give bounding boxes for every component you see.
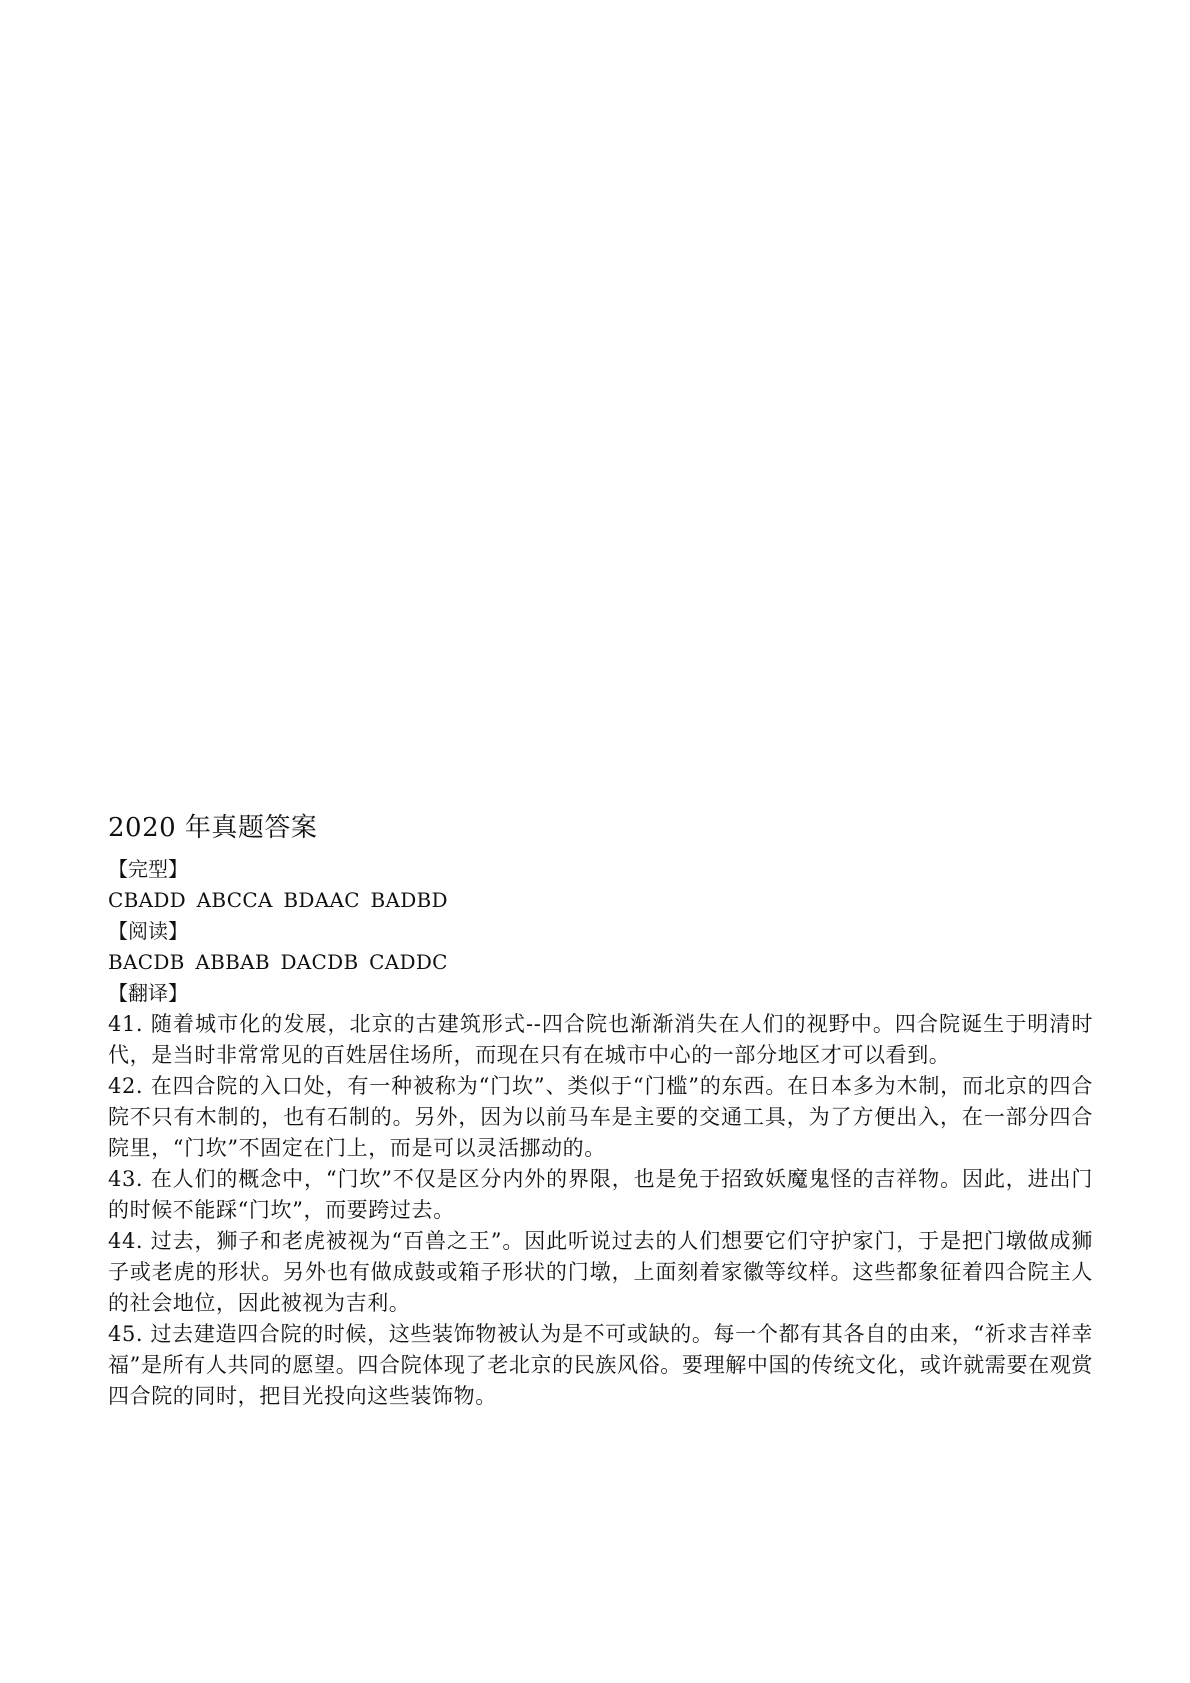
section-heading-reading: 【阅读】 [108, 919, 188, 943]
translation-45: 45. 过去建造四合院的时候，这些装饰物被认为是不可或缺的。每一个都有其各自的由来，“祈求吉祥幸福”是所有人共同的愿望。四合院体现了老北京的民族风俗。要理解中国的传统文化，或许就需要在观赏四合院的同时，把目光投向这些装饰物。 [108, 1322, 1093, 1408]
translation-44: 44. 过去，狮子和老虎被视为“百兽之王”。因此听说过去的人们想要它们守护家门，于是把门墩做成狮子或老虎的形状。另外也有做成鼓或箱子形状的门墩，上面刻着家徽等纹样。这些都象征着四合院主人的社会地位，因此被视为吉利。 [108, 1229, 1093, 1315]
answer-sheet [108, 808, 1093, 1412]
translation-43: 43. 在人们的概念中，“门坎”不仅是区分内外的界限，也是免于招致妖魔鬼怪的吉祥物。因此，进出门的时候不能踩“门坎”，而要跨过去。 [108, 1167, 1093, 1222]
translation-42: 42. 在四合院的入口处，有一种被称为“门坎”、类似于“门槛”的东西。在日本多为木制，而北京的四合院不只有木制的，也有石制的。另外，因为以前马车是主要的交通工具，为了方便出入，在一部分四合院里，“门坎”不固定在门上，而是可以灵活挪动的。 [108, 1074, 1093, 1160]
cloze-answers: CBADD ABCCA BDAAC BADBD [108, 888, 448, 912]
page-title: 2020 年真题答案 [108, 813, 318, 843]
section-heading-translation: 【翻译】 [108, 981, 188, 1005]
reading-answers: BACDB ABBAB DACDB CADDC [108, 950, 448, 974]
translation-41: 41. 随着城市化的发展，北京的古建筑形式--四合院也渐渐消失在人们的视野中。四合院诞生于明清时代，是当时非常常见的百姓居住场所，而现在只有在城市中心的一部分地区才可以看到。 [108, 1012, 1093, 1067]
section-heading-cloze: 【完型】 [108, 857, 188, 881]
